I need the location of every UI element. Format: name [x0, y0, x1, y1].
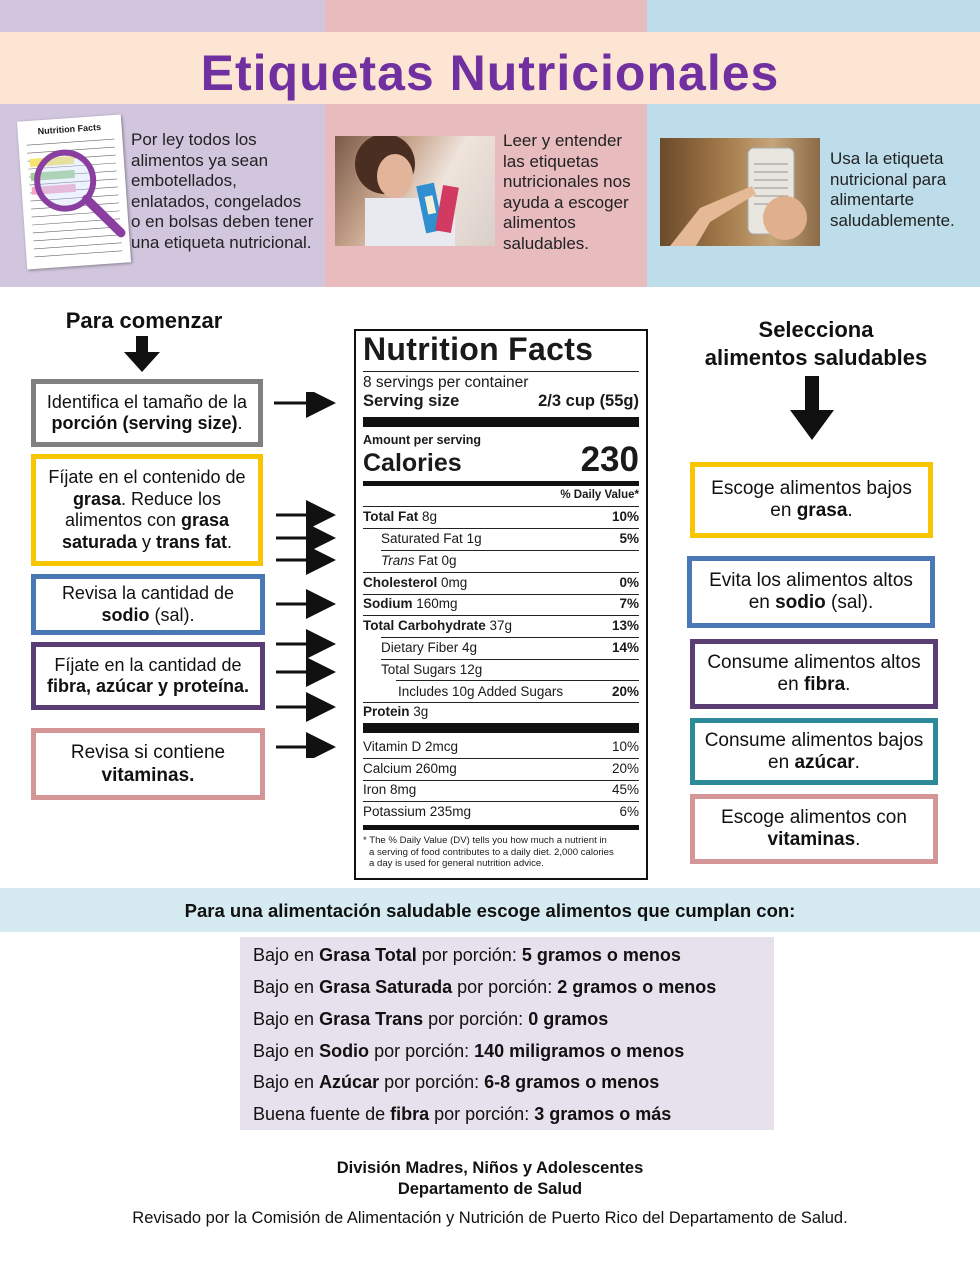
nf-row-total-sugars: Total Sugars 12g [381, 662, 483, 677]
right-heading: Selecciona alimentos saludables [704, 317, 928, 370]
nf-calories: Calories 230 [363, 440, 639, 479]
left-box-sodium: Revisa la cantidad de sodio (sal). [31, 574, 265, 635]
label-magnifier-image [17, 115, 131, 270]
nf-row-trans-fat: Trans Fat 0g [381, 553, 457, 568]
nf-row-calcium: Calcium 260mg 20% [363, 761, 639, 776]
left-box-fiber: Fíjate en la cantidad de fibra, azúcar y proteína. [31, 642, 265, 710]
nf-row-cholesterol: Cholesterol 0mg 0% [363, 575, 639, 590]
nf-footnote: * The % Daily Value (DV) tells you how much a nutrient in a serving of food contributes to a daily diet. 2,000 calories a day is used for general nutrition advice. [363, 835, 614, 869]
down-arrow-icon-left [124, 336, 160, 372]
left-box-serving: Identifica el tamaño de la porción (serving size). [31, 379, 263, 447]
nf-row-protein: Protein 3g [363, 704, 429, 719]
footer-reviewed: Revisado por la Comisión de Alimentación y Nutrición de Puerto Rico del Departamento de Salud. [132, 1209, 848, 1227]
nf-amount-per-serving: Amount per serving [363, 433, 482, 447]
nf-serving-size: Serving size 2/3 cup (55g) [363, 392, 639, 410]
left-heading: Para comenzar [65, 308, 223, 333]
magnifier-icon [17, 115, 131, 270]
nf-row-potassium: Potassium 235mg 6% [363, 804, 639, 819]
down-arrow-icon-right [790, 376, 834, 440]
criteria-item-trans-fat: Bajo en Grasa Trans por porción: 0 gramos [253, 1009, 609, 1029]
person-reading-icon [335, 136, 495, 246]
right-box-sodium: Evita los alimentos altos en sodio (sal). [687, 556, 935, 628]
nf-row-total-carb: Total Carbohydrate 37g 13% [363, 618, 639, 633]
nf-dv-header: % Daily Value* [560, 489, 639, 501]
nf-row-total-fat: Total Fat 8g 10% [363, 509, 639, 524]
mini-label-title: Nutrition Facts [37, 121, 102, 137]
criteria-item-saturated-fat: Bajo en Grasa Saturada por porción: 2 gramos o menos [253, 977, 717, 997]
pointer-arrows [272, 392, 340, 758]
nf-servings: 8 servings per container [363, 374, 529, 391]
reading-label-photo [335, 136, 495, 246]
nf-row-fiber: Dietary Fiber 4g 14% [381, 640, 639, 655]
criteria-item-sugar: Bajo en Azúcar por porción: 6-8 gramos o menos [253, 1072, 660, 1092]
nf-row-iron: Iron 8mg 45% [363, 782, 639, 797]
footer-division: División Madres, Niños y Adolescentes [336, 1159, 644, 1177]
footer-department: Departamento de Salud [397, 1180, 583, 1198]
criteria-title: Para una alimentación saludable escoge alimentos que cumplan con: [184, 900, 796, 921]
nf-title: Nutrition Facts [363, 331, 594, 367]
page-title: Etiquetas Nutricionales [200, 45, 780, 101]
intro-text-1: Por ley todos los alimentos ya sean embotellados, enlatados, congelados o en bolsas deben tener una etiqueta nutricional. [131, 130, 314, 252]
left-box-fat: Fíjate en el contenido de grasa. Reduce los alimentos con grasa saturada y trans fat. [31, 454, 263, 566]
criteria-item-fiber: Buena fuente de fibra por porción: 3 gramos o más [253, 1104, 672, 1124]
nf-row-saturated-fat: Saturated Fat 1g 5% [381, 531, 639, 546]
pointing-label-photo [660, 138, 820, 246]
stripe-blue [647, 0, 980, 32]
intro-text-2: Leer y entender las etiquetas nutricionales nos ayuda a escoger alimentos saludables. [503, 131, 631, 253]
criteria-item-sodium: Bajo en Sodio por porción: 140 miligramos o menos [253, 1041, 685, 1061]
stripe-lavender [0, 0, 325, 32]
nutrition-facts-label [354, 329, 648, 880]
nf-row-sodium: Sodium 160mg 7% [363, 596, 639, 611]
right-box-vitamins: Escoge alimentos con vitaminas. [690, 794, 938, 864]
right-box-sugar: Consume alimentos bajos en azúcar. [690, 718, 938, 785]
left-box-vitamins: Revisa si contiene vitaminas. [31, 728, 265, 800]
right-box-fat: Escoge alimentos bajos en grasa. [690, 462, 933, 538]
nf-row-added-sugars: Includes 10g Added Sugars 20% [398, 684, 639, 699]
stripe-pink [325, 0, 647, 32]
criteria-item-total-fat: Bajo en Grasa Total por porción: 5 gramos o menos [253, 945, 681, 965]
nf-row-vitamin-d: Vitamin D 2mcg 10% [363, 739, 639, 754]
right-box-fiber: Consume alimentos altos en fibra. [690, 639, 938, 709]
can-pointing-icon [660, 138, 820, 246]
intro-text-3: Usa la etiqueta nutricional para alimentarte saludablemente. [830, 149, 955, 230]
